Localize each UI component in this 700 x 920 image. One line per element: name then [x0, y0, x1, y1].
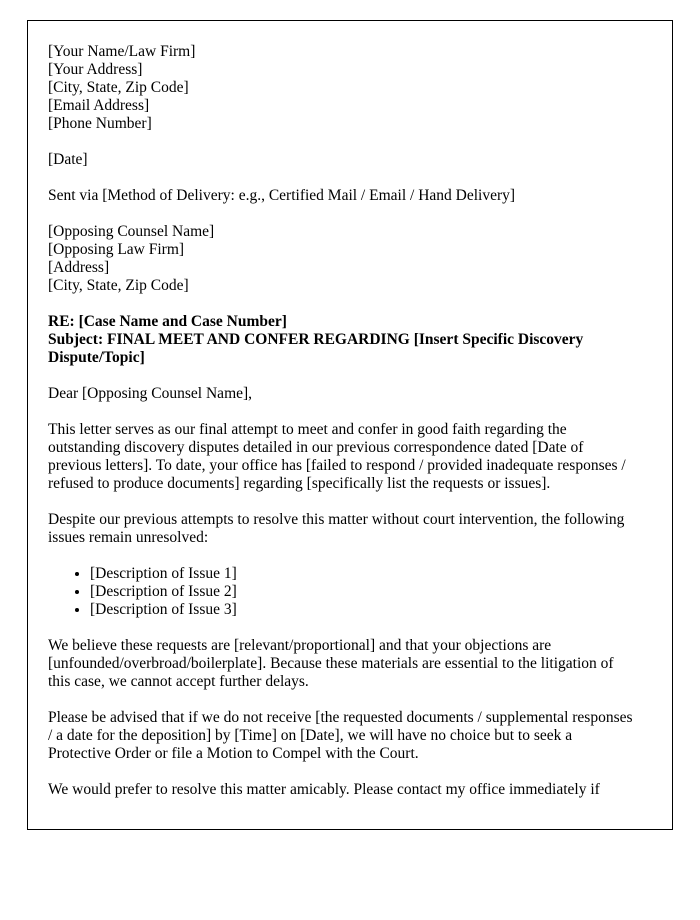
letter-line: RE: [Case Name and Case Number]: [48, 313, 287, 330]
objections-paragraph: We believe these requests are [relevant/proportional] and that your objections are [unfounded/overbroad/boilerplate]. Because these materials are essential to the litigation of this case, we cannot accept further delays.: [48, 637, 614, 690]
letter-line: [Address]: [48, 259, 110, 276]
unresolved-issues-intro-paragraph: Despite our previous attempts to resolve this matter without court intervention, the following issues remain unresolved:: [48, 511, 625, 546]
bullet-item: • [Description of Issue 2]: [90, 583, 634, 601]
letter-page: [27, 20, 673, 830]
letter-line: [Date]: [48, 151, 88, 168]
letter-line: [Email Address]: [48, 97, 150, 114]
delivery-method-block: [48, 187, 634, 205]
deadline-warning-paragraph: Please be advised that if we do not receive [the requested documents / supplemental responses / a date for the deposition] by [Time] on [Date], we will have no choice but to seek a Protective Order or file a Motion to Compel with the Court.: [48, 709, 633, 762]
salutation-block: [48, 385, 634, 403]
closing-paragraph: We would prefer to resolve this matter amicably. Please contact my office immediately if: [48, 781, 600, 798]
issues-bullet-list: [48, 565, 634, 619]
letter-line: Dear [Opposing Counsel Name],: [48, 385, 253, 402]
letter-line: [Phone Number]: [48, 115, 152, 132]
date-block: [48, 151, 634, 169]
re-subject-block: [48, 313, 634, 367]
opening-paragraph: This letter serves as our final attempt to meet and confer in good faith regarding the outstanding discovery disputes detailed in our previous correspondence dated [Date of previous letters]. To date, your office has [failed to respond / provided inadequate responses / refused to produce documents] regarding [specifically list the requests or issues].: [48, 421, 626, 492]
letter-line: Subject: FINAL MEET AND CONFER REGARDING [Insert Specific Discovery Dispute/Topic]: [48, 331, 584, 366]
letter-line: [Opposing Counsel Name]: [48, 223, 215, 240]
letter-line: [Your Name/Law Firm]: [48, 43, 196, 60]
letter-line: [City, State, Zip Code]: [48, 277, 189, 294]
bullet-item: • [Description of Issue 1]: [90, 565, 634, 583]
recipient-address-block: [48, 223, 634, 295]
letter-line: [Opposing Law Firm]: [48, 241, 185, 258]
document-canvas: [0, 20, 700, 920]
letter-line: [City, State, Zip Code]: [48, 79, 189, 96]
sender-address-block: [48, 43, 634, 133]
bullet-item: • [Description of Issue 3]: [90, 601, 634, 619]
letter-line: Sent via [Method of Delivery: e.g., Certified Mail / Email / Hand Delivery]: [48, 187, 516, 204]
letter-line: [Your Address]: [48, 61, 143, 78]
letter-body: [48, 43, 634, 799]
